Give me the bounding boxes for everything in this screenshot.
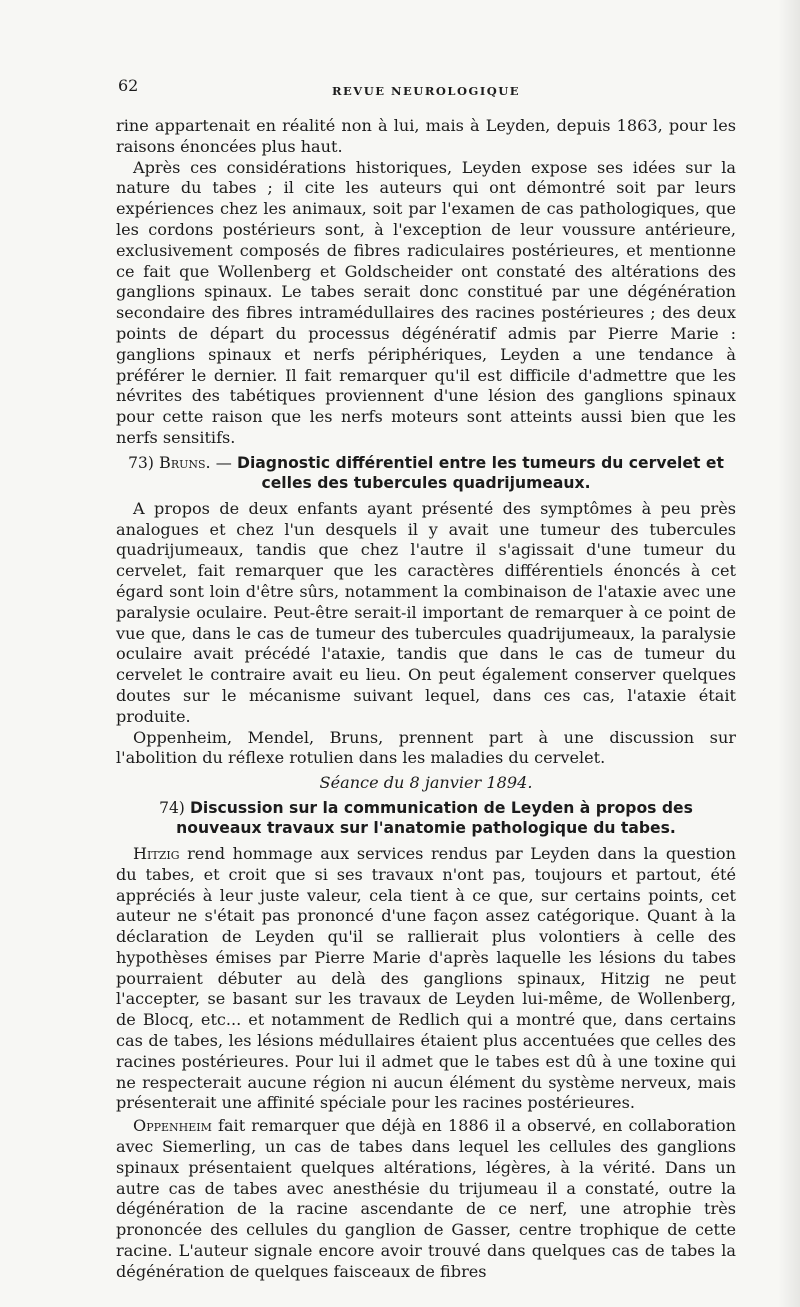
section-title: Discussion sur la communication de Leyden à propos des nouveaux travaux sur l'anatomie pathologique du tabes. bbox=[176, 798, 693, 837]
section-heading-74 bbox=[116, 798, 736, 838]
paragraph-hitzig bbox=[116, 844, 736, 1114]
paragraph-continuation: rine appartenait en réalité non à lui, mais à Leyden, depuis 1863, pour les raisons énoncées plus haut. bbox=[116, 116, 736, 156]
section-title: Diagnostic différentiel entre les tumeurs du cervelet et celles des tubercules quadrijumeaux. bbox=[237, 453, 724, 492]
paragraph-oppenheim bbox=[116, 1116, 736, 1282]
paragraph-discussion: Oppenheim, Mendel, Bruns, prennent part à une discussion sur l'abolition du réflexe rotulien dans les maladies du cervelet. bbox=[116, 727, 736, 768]
section-dash: . — bbox=[205, 452, 232, 472]
page-body bbox=[116, 116, 736, 1283]
section-number: 74) bbox=[159, 798, 185, 817]
running-title: REVUE NEUROLOGIQUE bbox=[331, 84, 521, 98]
section-heading-73 bbox=[116, 453, 736, 493]
speaker-name: Oppenheim bbox=[133, 1116, 212, 1136]
session-date: Séance du 8 janvier 1894. bbox=[319, 773, 533, 793]
paragraph-text: rend hommage aux services rendus par Leyden dans la question du tabes, et croit que si ses travaux n'ont pas, toujours et partout, été appréciés à leur juste valeur, cela tient à ce que, sur certains points, cet auteur ne s'était pas prononcé d'une façon assez catégorique. Quant à la déclaration de Leyden qu'il se rallierait plus volontiers à celle des hypothèses émises par Pierre Marie d'après laquelle les lésions du tabes pourraient débuter au delà des ganglions spinaux, Hitzig ne peut l'accepter, se basant sur les travaux de Leyden lui-même, de Wollenberg, de Blocq, etc... et notamment de Redlich qui a montré que, dans certains cas de tabes, les lésions médullaires étaient plus accentuées que celles des racines postérieures. Pour lui il admet que le tabes est dû à une toxine qui ne respecterait aucune région ni aucun élément du système nerveux, mais présenterait une affinité spéciale pour les racines postérieures. bbox=[116, 843, 736, 1113]
section-author: Bruns bbox=[159, 452, 206, 472]
section-number: 73) bbox=[128, 453, 154, 472]
speaker-name: Hitzig bbox=[133, 843, 180, 863]
paragraph-leyden-ideas: Après ces considérations historiques, Leyden expose ses idées sur la nature du tabes ; il cite les auteurs qui ont démontré soit par leurs expériences chez les animaux, soit par l'examen de cas pathologiques, que les cordons postérieurs sont, à l'exception de leur voussure antérieure, exclusivement composés de fibres radiculaires postérieures, et mentionne ce fait que Wollenberg et Goldscheider ont constaté des altérations des ganglions spinaux. Le tabes serait donc constitué par une dégénération secondaire des fibres intramédullaires des racines postérieures ; des deux points de départ du processus dégénératif admis par Pierre Marie : ganglions spinaux et nerfs périphériques, Leyden a une tendance à préférer le dernier. Il fait remarquer qu'il est difficile d'admettre que les névrites des tabétiques proviennent d'une lésion des ganglions spinaux pour cette raison que les nerfs moteurs sont atteints aussi bien que les nerfs sensitifs. bbox=[116, 157, 736, 447]
paragraph-bruns: A propos de deux enfants ayant présenté des symptômes à peu près analogues et chez l'un desquels il y avait une tumeur des tubercules quadrijumeaux, tandis que chez l'autre il s'agissait d'une tumeur du cervelet, fait remarquer que les caractères différentiels énoncés à cet égard sont loin d'être sûrs, notamment la combinaison de l'ataxie avec une paralysie oculaire. Peut-être serait-il important de remarquer à ce point de vue que, dans le cas de tumeur des tubercules quadrijumeaux, la paralysie oculaire avait précédé l'ataxie, tandis que dans le cas de tumeur du cervelet le contraire avait eu lieu. On peut également conserver quelques doutes sur le mécanisme suivant lequel, dans ces cas, l'ataxie était produite. bbox=[116, 498, 736, 726]
paragraph-text: fait remarquer que déjà en 1886 il a observé, en collaboration avec Siemerling, un cas de tabes dans lequel les cellules des ganglions spinaux présentaient quelques altérations, légères, à la vérité. Dans un autre cas de tabes avec anesthésie du trijumeau il a constaté, outre la dégénération de la racine ascendante de ce nerf, une atrophie très prononcée des cellules du ganglion de Gasser, centre trophique de cette racine. L'auteur signale encore avoir trouvé dans quelques cas de tabes la dégénération de quelques faisceaux de fibres bbox=[116, 1116, 736, 1281]
page-number: 62 bbox=[118, 76, 139, 95]
page-header bbox=[116, 76, 736, 102]
